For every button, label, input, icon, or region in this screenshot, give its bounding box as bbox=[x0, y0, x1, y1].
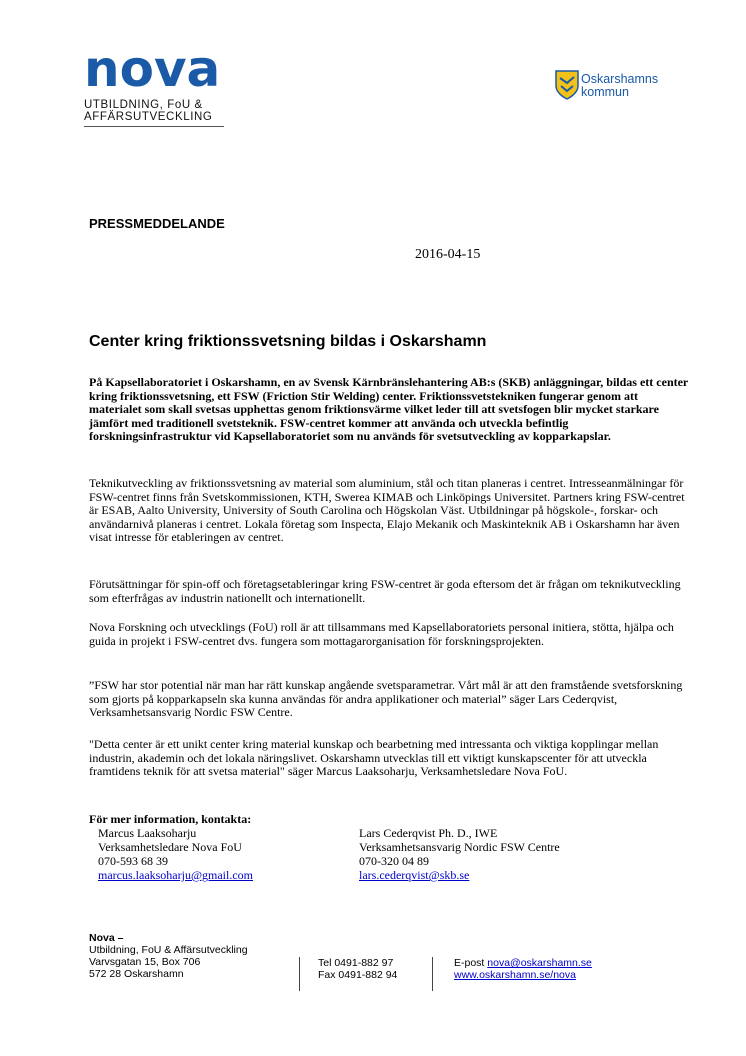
footer-web-link[interactable]: www.oskarshamn.se/nova bbox=[454, 969, 576, 981]
nova-subtitle-line-1: UTBILDNING, FoU & bbox=[84, 99, 203, 111]
footer-divider-2 bbox=[432, 957, 433, 991]
contact-right-phone: 070-320 04 89 bbox=[359, 854, 429, 868]
oskarshamn-line-2: kommun bbox=[581, 85, 629, 99]
contact-right-name: Lars Cederqvist Ph. D., IWE bbox=[359, 826, 498, 840]
contact-right-title: Verksamhetsansvarig Nordic FSW Centre bbox=[359, 840, 560, 854]
contact-left-email-link[interactable]: marcus.laaksoharju@gmail.com bbox=[98, 868, 254, 882]
contact-left-phone: 070-593 68 39 bbox=[98, 854, 168, 868]
footer-divider-1 bbox=[299, 957, 300, 991]
body-paragraph-3: Nova Forskning och utvecklings (FoU) roll är att tillsammans med Kapsellaboratoriets personal initiera, stötta, hjälpa och guida in projekt i FSW-centret dvs. fungera som mottagarorganisation för forskningsprojekten. bbox=[89, 620, 674, 648]
oskarshamn-logo-text bbox=[581, 73, 658, 99]
nova-logo-wordmark: nova bbox=[84, 40, 221, 98]
footer-line-1: Utbildning, FoU & Affärsutveckling bbox=[89, 944, 248, 956]
contact-left-name: Marcus Laaksoharju bbox=[98, 826, 197, 840]
body-paragraph-5: "Detta center är ett unikt center kring material kunskap och bearbetning med intressanta och viktiga kopplingar mellan industrin, akademin och det lokala näringslivet. Oskarshamn utvecklas till ett viktigt kunskapscenter för att utveckla framtidens teknik för att svetsa material" säger Marcus Laaksoharju, Verksamhetsledare Nova FoU. bbox=[89, 737, 659, 778]
footer-epost-label: E-post bbox=[454, 957, 488, 969]
press-release-label: PRESSMEDDELANDE bbox=[89, 216, 225, 231]
contact-heading: För mer information, kontakta: bbox=[89, 812, 252, 826]
footer-line-3: 572 28 Oskarshamn bbox=[89, 968, 184, 980]
footer-contact bbox=[454, 957, 592, 981]
headline: Center kring friktionssvetsning bildas i Oskarshamn bbox=[89, 333, 487, 350]
footer-phone bbox=[318, 957, 397, 981]
body-paragraph-1: Teknikutveckling av friktionssvetsning av material som aluminium, stål och titan planeras i centret. Intresseanmälningar för FSW-centret finns från Svetskommissionen, KTH, Swerea KIMAB och Linköpings Universitet. Partners kring FSW-centret är ESAB, Aalto University, University of South Carolina och Högskolan Väst. Utbildningar på högskole-, forskar- och användarnivå planeras i centret. Lokala företag som Inspecta, Elajo Mekanik och Maskinteknik AB i Oskarshamn har även visat intresse för etableringen av centret. bbox=[89, 476, 685, 544]
footer-fax: Fax 0491-882 94 bbox=[318, 969, 398, 981]
nova-logo-subtitle bbox=[84, 99, 212, 123]
contact-left-title: Verksamhetsledare Nova FoU bbox=[98, 840, 242, 854]
contact-right-email-link[interactable]: lars.cederqvist@skb.se bbox=[359, 868, 470, 882]
body-paragraph-4: ”FSW har stor potential när man har rätt kunskap angående svetsparametrar. Vårt mål är att den framstående svetsforskning som gjorts på kopparkapseln ska kunna användas för andra applikationer och material” säger Lars Cederqvist, Verksamhetsansvarig Nordic FSW Centre. bbox=[89, 678, 683, 719]
nova-logo-underline bbox=[84, 126, 224, 127]
oskarshamn-crest-icon bbox=[555, 70, 579, 100]
footer-line-2: Varvsgatan 15, Box 706 bbox=[89, 956, 201, 968]
contact-right bbox=[359, 826, 560, 882]
oskarshamn-line-1: Oskarshamns bbox=[581, 72, 659, 86]
release-date: 2016-04-15 bbox=[415, 247, 481, 262]
footer-org: Nova – bbox=[89, 932, 124, 944]
footer-tel: Tel 0491-882 97 bbox=[318, 957, 394, 969]
contact-left bbox=[98, 826, 253, 882]
body-paragraph-2: Förutsättningar för spin-off och företagsetableringar kring FSW-centret är goda eftersom det är frågan om teknikutveckling som efterfrågas av industrin nationellt och internationellt. bbox=[89, 577, 681, 605]
footer-email-link[interactable]: nova@oskarshamn.se bbox=[487, 957, 592, 969]
nova-subtitle-line-2: AFFÄRSUTVECKLING bbox=[84, 111, 213, 123]
lead-paragraph: På Kapsellaboratoriet i Oskarshamn, en av Svensk Kärnbränslehantering AB:s (SKB) anläggningar, bildas ett center kring friktionssvetsning, ett FSW (Friction Stir Welding) center. Friktionssvetstekniken fungerar genom att materialet som skall svetsas upphettas genom friktionsvärme vilket leder till att svetsfogen blir mycket starkare jämfört med traditionell svetsteknik. FSW-centret kommer att använda och utveckla befintlig forskningsinfrastruktur vid Kapsellaboratoriet som nu används för svetsutveckling av kopparkapslar. bbox=[89, 375, 689, 443]
footer-address bbox=[89, 932, 248, 980]
